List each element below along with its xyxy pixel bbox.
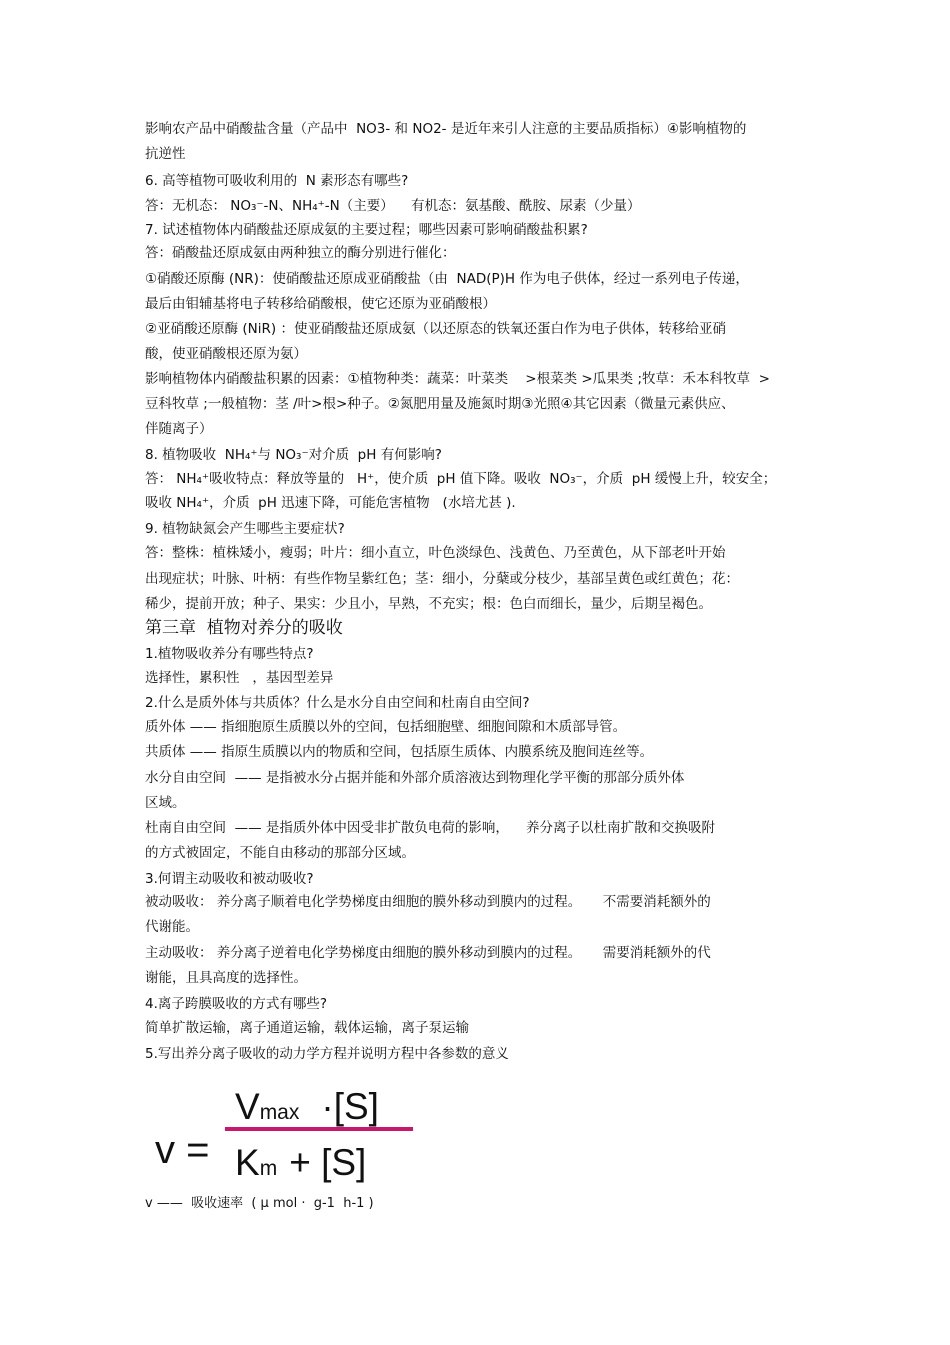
text-line: 伴随离子） [145,421,213,437]
question-4: 4.离子跨膜吸收的方式有哪些? [145,996,328,1012]
question-6: 6. 高等植物可吸收利用的 N 素形态有哪些? [145,173,409,189]
text-line: 酸，使亚硝酸根还原为氨） [145,346,307,362]
answer-line: 答：整株：植株矮小，瘦弱；叶片：细小直立，叶色淡绿色、浅黄色、乃至黄色，从下部老叶开始 [145,545,726,561]
answer-line: 答：硝酸盐还原成氨由两种独立的酶分别进行催化： [145,245,456,261]
text-line: 选择性，累积性 ，基因型差异 [145,670,334,686]
chapter-heading: 第三章 植物对养分的吸收 [145,618,343,638]
text-line: 的方式被固定，不能自由移动的那部分区域。 [145,845,415,861]
text-line: 影响植物体内硝酸盐积累的因素：①植物种类：蔬菜：叶菜类 >根菜类 >瓜果类 ;牧草：禾本科牧草 > [145,371,770,387]
question-1: 1.植物吸收养分有哪些特点? [145,646,314,662]
text-line: 豆科牧草 ;一般植物：茎 /叶>根>种子。②氮肥用量及施氮时期③光照④其它因素（微量元素供应、 [145,396,735,412]
text-line: 被动吸收： 养分离子顺着电化学势梯度由细胞的膜外移动到膜内的过程。 不需要消耗额外的 [145,894,711,910]
question-5: 5.写出养分离子吸收的动力学方程并说明方程中各参数的意义 [145,1046,509,1062]
text-line: 简单扩散运输，离子通道运输，载体运输，离子泵运输 [145,1020,469,1036]
text-line: 最后由钼辅基将电子转移给硝酸根，使它还原为亚硝酸根） [145,296,496,312]
vmax-subscript: max [259,1101,300,1124]
text-line: 质外体 —— 指细胞原生质膜以外的空间，包括细胞壁、细胞间隙和木质部导管。 [145,719,627,735]
formula-lhs: v = [155,1128,210,1172]
answer-line: 答： NH₄⁺吸收特点：释放等量的 H⁺，使介质 pH 值下降。吸收 NO₃⁻，介质 pH 缓慢上升，较安全； [145,471,777,487]
text-line: 抗逆性 [145,146,186,162]
km-k: K [235,1142,260,1183]
question-9: 9. 植物缺氮会产生哪些主要症状? [145,521,345,537]
question-3: 3.何谓主动吸收和被动吸收? [145,871,314,887]
text-line: 水分自由空间 —— 是指被水分占据并能和外部介质溶液达到物理化学平衡的那部分质外体 [145,770,685,786]
text-line: 稀少，提前开放；种子、果实：少且小，早熟，不充实；根：色白而细长，量少，后期呈褐色。 [145,596,712,612]
question-8: 8. 植物吸收 NH₄⁺与 NO₃⁻对介质 pH 有何影响? [145,447,442,463]
formula-denominator [235,1142,366,1190]
question-7: 7. 试述植物体内硝酸盐还原成氨的主要过程；哪些因素可影响硝酸盐积累? [145,222,588,238]
text-line: 吸收 NH₄⁺，介质 pH 迅速下降，可能危害植物 (水培尤甚 ). [145,495,516,511]
numerator-tail: ·[S] [321,1086,379,1127]
text-line: 共质体 —— 指原生质膜以内的物质和空间，包括原生质体、内膜系统及胞间连丝等。 [145,744,654,760]
fraction-bar [225,1127,413,1131]
vmax-v: V [235,1086,260,1127]
parameter-definition: v —— 吸收速率 ( μ mol · g-1 h-1 ) [145,1196,374,1211]
text-line: ②亚硝酸还原酶 (NiR) ：使亚硝酸盐还原成氨（以还原态的铁氧还蛋白作为电子供体，转移给亚硝 [145,321,726,337]
text-line: 区域。 [145,795,186,811]
question-2: 2.什么是质外体与共质体？什么是水分自由空间和杜南自由空间? [145,695,530,711]
text-line: 影响农产品中硝酸盐含量（产品中 NO3- 和 NO2- 是近年来引人注意的主要品质指标）④影响植物的 [145,121,747,137]
text-line: 杜南自由空间 —— 是指质外体中因受非扩散负电荷的影响， 养分离子以杜南扩散和交换吸附 [145,820,716,836]
text-line: 出现症状；叶脉、叶柄：有些作物呈紫红色；茎：细小，分蘖或分枝少，基部呈黄色或红黄色；花： [145,571,739,587]
km-subscript: m [259,1157,278,1180]
answer-line: 答：无机态： NO₃⁻-N、NH₄⁺-N（主要） 有机态：氨基酸、酰胺、尿素（少量） [145,198,641,214]
text-line: 主动吸收： 养分离子逆着电化学势梯度由细胞的膜外移动到膜内的过程。 需要消耗额外的代 [145,945,711,961]
text-line: ①硝酸还原酶 (NR)：使硝酸盐还原成亚硝酸盐（由 NAD(P)H 作为电子供体，经过一系列电子传递， [145,271,749,287]
text-line: 谢能，且具高度的选择性。 [145,970,307,986]
text-line: 代谢能。 [145,919,199,935]
denominator-tail: + [S] [289,1142,367,1183]
